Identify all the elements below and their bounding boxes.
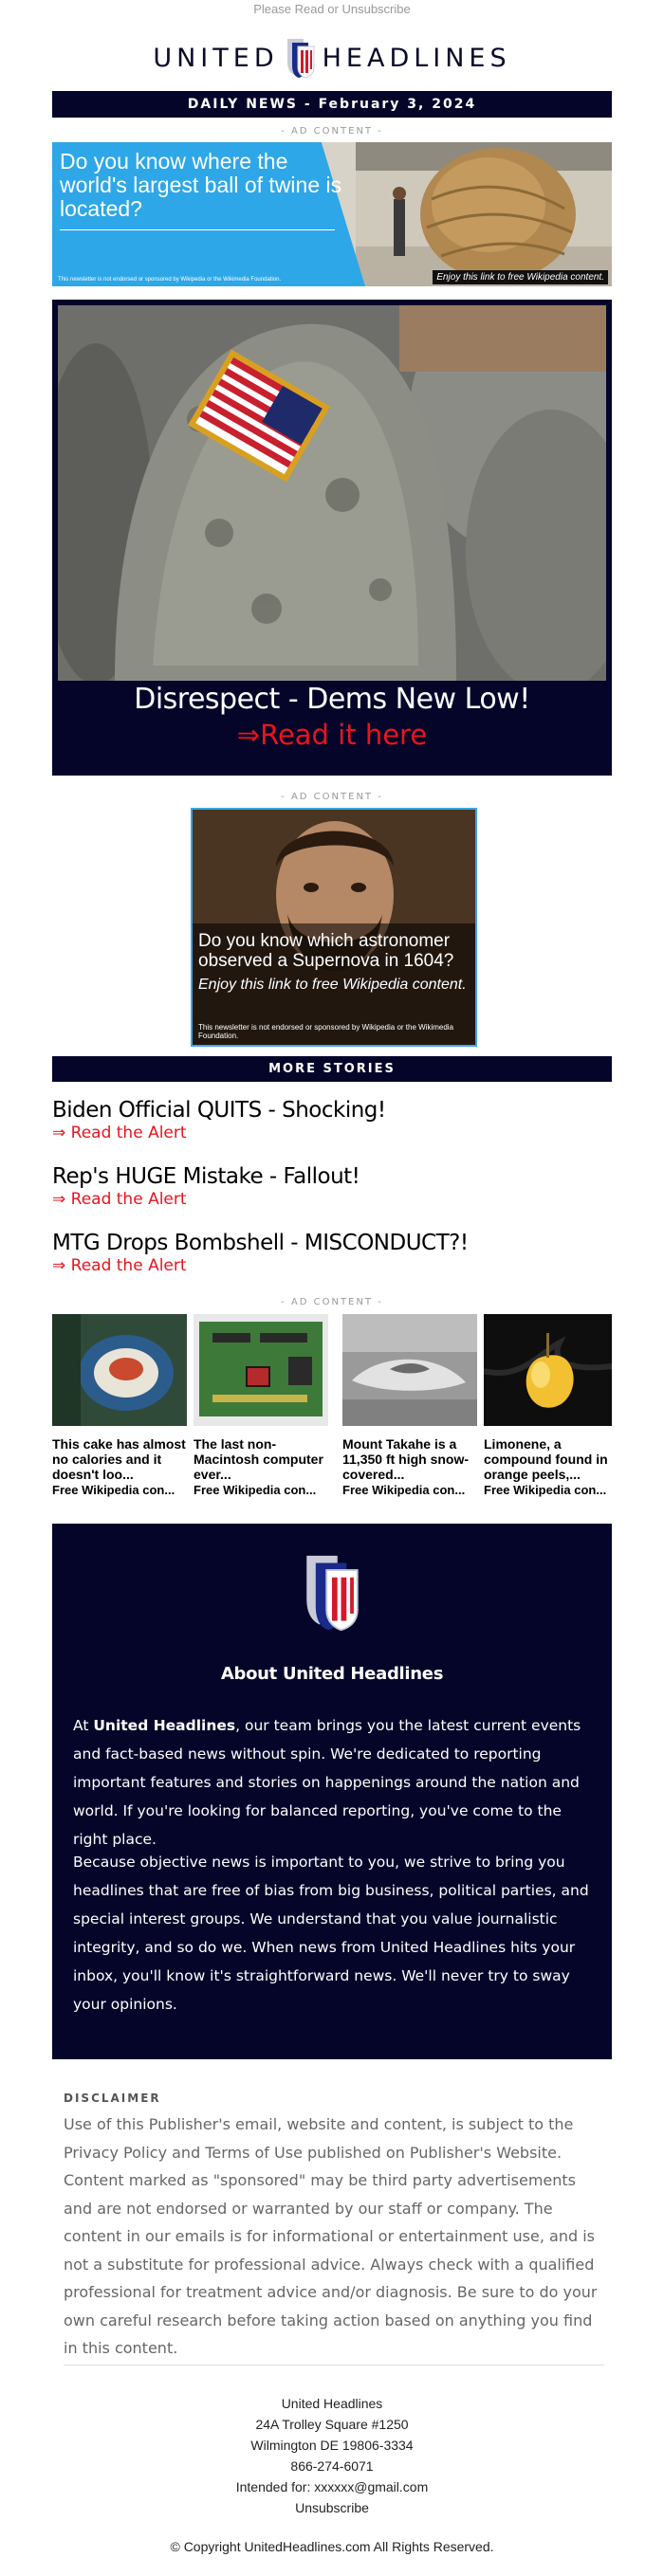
hero-headline[interactable]: Disrespect - Dems New Low! bbox=[134, 683, 530, 716]
footer-unsubscribe-link[interactable]: Unsubscribe bbox=[295, 2500, 369, 2515]
ad-divider bbox=[60, 229, 335, 230]
logo-text-left: UNITED bbox=[153, 43, 279, 73]
shield-logo-icon bbox=[301, 1552, 363, 1632]
tile-caption[interactable]: Mount Takahe is a 11,350 ft high snow-covered... bbox=[342, 1436, 470, 1482]
disclaimer-heading: DISCLAIMER bbox=[64, 2092, 161, 2105]
footer-address-line-2: Wilmington DE 19806-3334 bbox=[250, 2438, 414, 2453]
about-paragraph-2: Because objective news is important to you, we strive to bring you headlines that are free of bias from big business, political parties, and special interest groups. We understand that you value journalistic integrity, and so do we. When news from United Headlines hits your inbox, you'll know it's straightforward news. We'll never try to sway your opinions. bbox=[73, 1854, 589, 2013]
footer-divider bbox=[64, 2365, 604, 2366]
shield-logo-icon bbox=[285, 37, 317, 79]
astronomer-ad[interactable] bbox=[191, 808, 477, 1047]
footer-address-line-1: 24A Trolley Square #1250 bbox=[255, 2417, 409, 2432]
sponsored-tile-mountain[interactable] bbox=[342, 1314, 477, 1500]
twine-ad-disclaimer: This newsletter is not endorsed or sponsored by Wikipedia or the Wikimedia Foundation. bbox=[58, 277, 282, 283]
limonene-photo bbox=[484, 1314, 612, 1426]
cake-photo bbox=[52, 1314, 187, 1426]
logo-text-right: HEADLINES bbox=[322, 43, 511, 73]
sponsored-tile-limonene[interactable] bbox=[484, 1314, 612, 1500]
tile-source[interactable]: Free Wikipedia con... bbox=[342, 1483, 466, 1497]
tile-source[interactable]: Free Wikipedia con... bbox=[52, 1483, 175, 1497]
mount-takahe-photo bbox=[342, 1314, 477, 1426]
about-title: About United Headlines bbox=[220, 1664, 444, 1684]
tile-caption[interactable]: This cake has almost no calories and it doesn't loo... bbox=[52, 1436, 186, 1482]
story-item[interactable] bbox=[52, 1231, 612, 1275]
story-title[interactable]: Biden Official QUITS - Shocking! bbox=[52, 1098, 386, 1123]
astronomer-ad-link[interactable]: Enjoy this link to free Wikipedia content. bbox=[198, 977, 467, 993]
sponsored-tiles bbox=[52, 1314, 612, 1500]
twine-ad-question: Do you know where the world's largest ball of twine is located? bbox=[60, 149, 342, 221]
twine-ad-caption[interactable]: Enjoy this link to free Wikipedia content. bbox=[433, 270, 608, 284]
ad-content-label: - AD CONTENT - bbox=[281, 1297, 383, 1307]
twine-ad-banner[interactable] bbox=[52, 142, 612, 286]
about-lead: At bbox=[73, 1717, 94, 1734]
soldier-flag-patch-photo bbox=[58, 305, 606, 681]
hero-read-link[interactable]: ⇒Read it here bbox=[236, 719, 428, 751]
sponsored-tile-computer[interactable] bbox=[194, 1314, 328, 1500]
twine-ball-photo bbox=[356, 142, 612, 286]
site-logo[interactable] bbox=[0, 34, 664, 82]
disclaimer-body: Use of this Publisher's email, website and content, is subject to the Privacy Policy and Terms of Use published on Publisher's Website. Content marked as "sponsored" may be third party advertisements and are not endorsed or warranted by our staff or company. The content in our emails is for informational or entertainment use, and is not a substitute for professional advice. Always check with a qualified professional for treatment advice and/or diagnosis. Be sure to do your own careful research before taking action based on anything you find in this content. bbox=[64, 2115, 598, 2357]
story-title[interactable]: MTG Drops Bombshell - MISCONDUCT?! bbox=[52, 1231, 469, 1255]
story-read-link[interactable]: ⇒ Read the Alert bbox=[52, 1256, 187, 1275]
footer-company: United Headlines bbox=[281, 2396, 383, 2411]
about-brand: United Headlines bbox=[93, 1717, 236, 1734]
story-read-link[interactable]: ⇒ Read the Alert bbox=[52, 1124, 187, 1142]
astronomer-ad-disclaimer: This newsletter is not endorsed or sponsored by Wikipedia or the Wikimedia Foundation. bbox=[198, 1023, 454, 1040]
tile-caption[interactable]: Limonene, a compound found in orange peels,... bbox=[484, 1436, 608, 1482]
hero-story[interactable] bbox=[52, 300, 612, 776]
story-item[interactable] bbox=[52, 1098, 612, 1142]
circuit-board-photo bbox=[194, 1314, 328, 1426]
story-item[interactable] bbox=[52, 1164, 612, 1209]
story-read-link[interactable]: ⇒ Read the Alert bbox=[52, 1190, 187, 1209]
astronomer-ad-question: Do you know which astronomer observed a Supernova in 1604? bbox=[198, 931, 454, 971]
tile-caption[interactable]: The last non-Macintosh computer ever... bbox=[194, 1436, 323, 1482]
footer-phone: 866-274-6071 bbox=[290, 2458, 374, 2474]
about-paragraph-1 bbox=[73, 1711, 595, 1854]
more-stories-heading: MORE STORIES bbox=[52, 1056, 612, 1082]
about-text: , our team brings you the latest current events and fact-based news without spin. We're dedicated to reporting important features and stories on happenings around the nation and world. If you're looking for balanced reporting, you've come to the right place. bbox=[73, 1717, 581, 1848]
ad-content-label: - AD CONTENT - bbox=[281, 126, 383, 137]
dateline-bar: DAILY NEWS - February 3, 2024 bbox=[52, 91, 612, 118]
tile-source[interactable]: Free Wikipedia con... bbox=[484, 1483, 607, 1497]
about-section bbox=[52, 1524, 612, 2059]
read-or-unsubscribe-link[interactable]: Please Read or Unsubscribe bbox=[253, 2, 411, 16]
footer-intended-for: Intended for: xxxxxx@gmail.com bbox=[235, 2479, 429, 2494]
tile-source[interactable]: Free Wikipedia con... bbox=[194, 1483, 317, 1497]
sponsored-tile-cake[interactable] bbox=[52, 1314, 187, 1500]
story-title[interactable]: Rep's HUGE Mistake - Fallout! bbox=[52, 1164, 360, 1189]
astronomer-portrait bbox=[193, 810, 475, 1045]
disclaimer-section bbox=[64, 2092, 604, 2363]
ad-content-label: - AD CONTENT - bbox=[281, 792, 383, 802]
footer bbox=[0, 2393, 664, 2518]
footer-copyright: © Copyright UnitedHeadlines.com All Rights Reserved. bbox=[170, 2539, 494, 2554]
